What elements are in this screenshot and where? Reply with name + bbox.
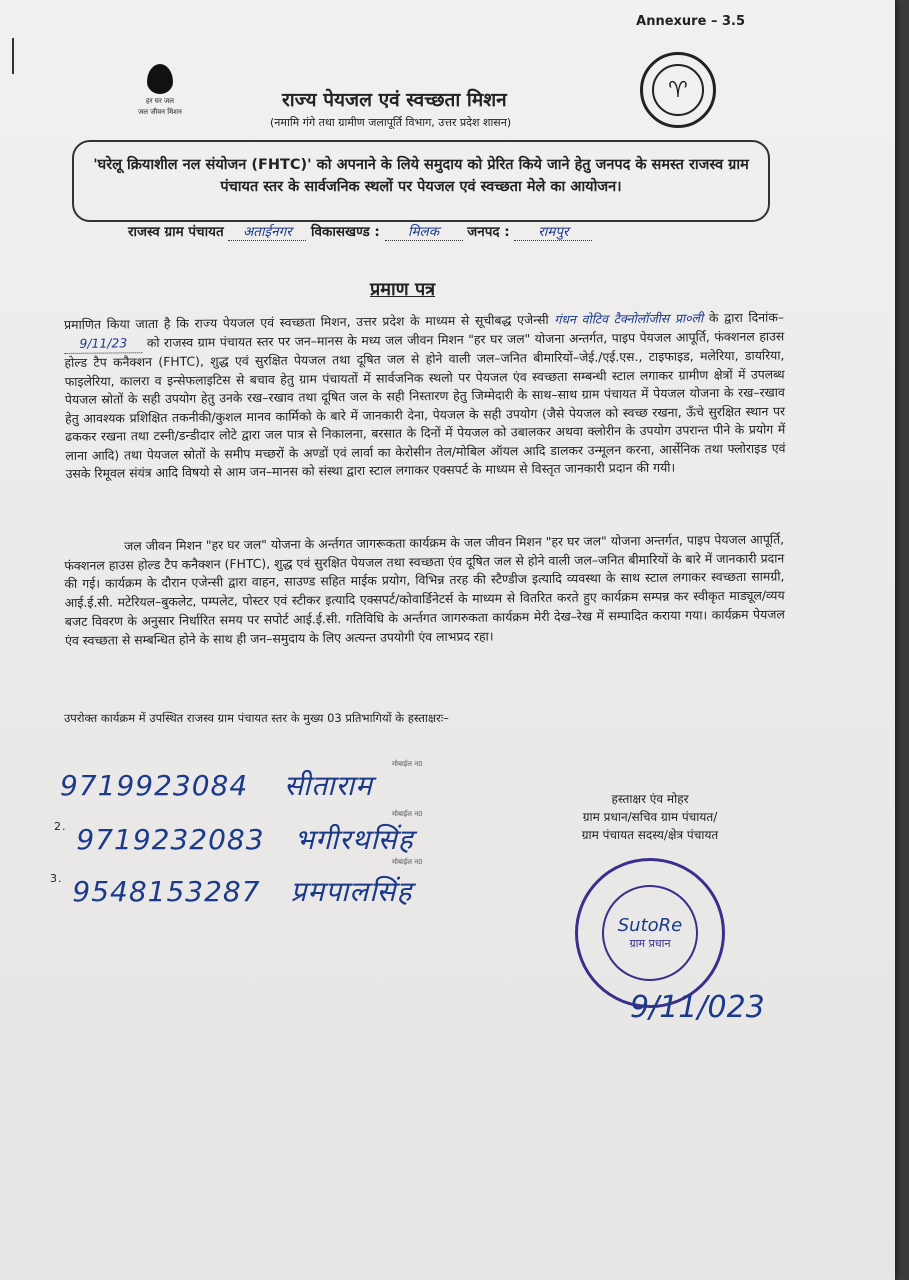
district-value: रामपुर	[514, 222, 592, 241]
participant-name-3: प्रमपालसिंह	[290, 875, 413, 908]
district-label: जनपद :	[467, 224, 510, 240]
participant-row-3	[50, 872, 412, 910]
certificate-paragraph-2: जल जीवन मिशन "हर घर जल" योजना के अर्न्तगत जागरूकता कार्यक्रम के जल जीवन मिशन "हर घर जल" योजना अन्तर्गत, पाइप पेयजल आपूर्ति, फंक्शनल हाउस होल्ड टैप कनैक्शन (FHTC), शुद्ध एवं सुरक्षित पेयजल तथा स्वच्छता एंव दूषित जल से होने वाली जल–जनित बीमारियों के बारे में जानकारी प्रदान की गई। कार्यक्रम के दौरान एजेन्सी द्वारा वाहन, साउण्ड सहित माईक प्रयोग, विभिन्न तरह की स्टैण्डीज इत्यादि व्यवस्था के साथ स्टाल लगाकर स्वच्छता सामग्री, आई.ई.सी. मटेरियल–बुकलेट, पम्पलेट, पोस्टर एवं स्टीकर इत्यादि एक्सपर्ट/कोवार्डिनेटर्स के माध्यम से वितरित करते हुए कार्यक्रम सम्पन्न कर स्वीकृत माड्यूल/व्यय बजट विवरण के अनुसार निर्धारित समय पर सपोर्ट आई.ई.सी. गतिविधि के अर्न्तगत जागरुकता कार्यक्रम मेरी देख–रेख में सम्पादित कराया गया। कार्यक्रम पेयजल एंव स्वच्छता से सम्बन्धित होने के साथ ही जन–समुदाय के लिए अत्यन्त उपयोगी एंव लाभप्रद रहा।	[64, 531, 785, 648]
stamp-inner	[602, 885, 698, 981]
emblem-icon: ♈	[652, 64, 704, 116]
participants-label: उपरोक्त कार्यक्रम में उपस्थित राजस्व ग्राम पंचायत स्तर के मुख्य 03 प्रतिभागियों के हस्ताक्षरः–	[64, 711, 449, 725]
logo-text: हर घर जल	[146, 97, 174, 105]
signature-block	[550, 790, 750, 844]
sign-line-3: ग्राम पंचायत सदस्य/क्षेत्र पंचायत	[581, 828, 719, 842]
logo-subtext: जल जीवन मिशन	[138, 108, 182, 116]
mobile-label-1: मोबाईल न0	[392, 760, 423, 768]
sign-line-1: हस्ताक्षर एंव मोहर	[611, 792, 689, 806]
location-row	[128, 222, 768, 241]
water-drop-icon	[147, 64, 173, 94]
para1-intro: प्रमाणित किया जाता है कि राज्य पेयजल एवं स्वच्छता मिशन, उत्तर प्रदेश के माध्यम से सूचीबद्ध एजेन्सी	[64, 311, 549, 332]
block-label: विकासखण्ड :	[311, 224, 380, 240]
panchayat-label: राजस्व ग्राम पंचायत	[128, 224, 224, 240]
stamp-signature: SutoRe	[617, 915, 683, 936]
mission-title: राज्य पेयजल एवं स्वच्छता मिशन	[282, 89, 507, 111]
up-government-seal	[640, 52, 716, 128]
har-ghar-jal-logo	[130, 64, 190, 116]
margin-mark	[12, 38, 14, 74]
sign-line-2: ग्राम प्रधान/सचिव ग्राम पंचायत/	[582, 810, 718, 824]
certificate-paragraph-1	[64, 308, 786, 483]
mobile-label-3: मोबाईल न0	[392, 858, 423, 866]
participant-name-1: सीताराम	[284, 769, 373, 802]
participant-row-1	[60, 766, 373, 804]
para1-date-label: के द्वारा दिनांक–	[708, 309, 785, 326]
stamp-inner-text: ग्राम प्रधान	[629, 937, 671, 950]
participant-row-2	[54, 820, 414, 858]
stamp-date-handwritten: 9/11/023	[630, 990, 765, 1025]
participant-name-2: भगीरथसिंह	[294, 823, 414, 856]
annexure-label: Annexure – 3.5	[636, 14, 745, 29]
participant-phone-3: 9548153287	[72, 875, 261, 908]
participant-num-3: 3.	[50, 872, 63, 885]
certificate-title: प्रमाण पत्र	[370, 279, 436, 300]
gram-pradhan-stamp	[575, 858, 725, 1008]
date-handwritten: 9/11/23	[64, 334, 142, 354]
participant-num-2: 2.	[54, 820, 67, 833]
participant-phone-2: 9719232083	[76, 823, 265, 856]
participant-phone-1: 9719923084	[60, 769, 249, 802]
panchayat-value: अताईनगर	[228, 222, 306, 241]
agency-name-handwritten: गंधन वोटिव टैक्नोलॉजीस प्रा०ली	[554, 310, 704, 327]
para1-body: को राजस्व ग्राम पंचायत स्तर पर जन–मानस के मध्य जल जीवन मिशन "हर घर जल" योजना अन्तर्गत, पाइप पेयजल आपूर्ति, फंक्शनल हाउस होल्ड टैप कनैक्शन (FHTC), शुद्ध एवं सुरक्षित पेयजल तथा दूषित जल से होने वाली जल–जनित बीमारियों–जेई./एई.एस., टाइफाइड, मलेरिया, डायरिया, फाइलेरिया, कालरा व इन्सेफलाइटिस से बचाव हेतु ग्राम पंचायतों में सार्वजनिक स्थलो पर पेयजल एंव स्वच्छता सम्बन्धी स्टाल लगाकर ग्रामीण क्षेत्रों में उपलब्ध पेयजल स्रोतों के सही उपयोग हेतु उनके रख–रखाव तथा दूषित जल के सही निस्तारण हेतु जिम्मेदारी के साथ–साथ ग्राम पंचायत में पेयजल योजना के रख–रखाव हेतु आवश्यक प्रशिक्षित तकनीकी/कुशल मानव कार्मिको के बारे में जानकारी देना, पेयजल के सही उपयोग (जैसे पेयजल को स्वच्छ रखना, ऊँचे सुरक्षित स्थान पर ढककर रखना तथा टस्नी/डन्डीदार लोटे द्वारा जल पात्र से निकालना, बरसात के दिनों में पेयजल को उबालकर अथवा क्लोरीन के उपयोग उपरान्त पीने के प्रयोग में लाना आदि) तथा पेयजल स्रोतों के समीप मच्छरों के अण्डों एवं लार्वा का केरोसीन तेल/मोबिल ऑयल आदि डालकर उन्मूलन करना, आर्सेनिक तथा फ्लोराइड एवं उसके रिमूवल संयंत्र आदि विषयो से आम जन–मानस को संस्था द्वारा स्टाल लगाकर एक्सपर्ट के माध्यम से विस्तृत जानकारी प्रदान की गयी।	[64, 327, 786, 481]
mission-subtitle: (नमामि गंगे तथा ग्रामीण जलापूर्ति विभाग, उत्तर प्रदेश शासन)	[270, 116, 512, 129]
block-value: मिलक	[385, 222, 463, 241]
mobile-label-2: मोबाईल न0	[392, 810, 423, 818]
event-banner: 'घरेलू क्रियाशील नल संयोजन (FHTC)' को अपनाने के लिये समुदाय को प्रेरित किये जाने हेतु जनपद के समस्त राजस्व ग्राम पंचायत स्तर के सार्वजनिक स्थलों पर पेयजल एवं स्वच्छता मेले का आयोजन।	[72, 140, 770, 222]
